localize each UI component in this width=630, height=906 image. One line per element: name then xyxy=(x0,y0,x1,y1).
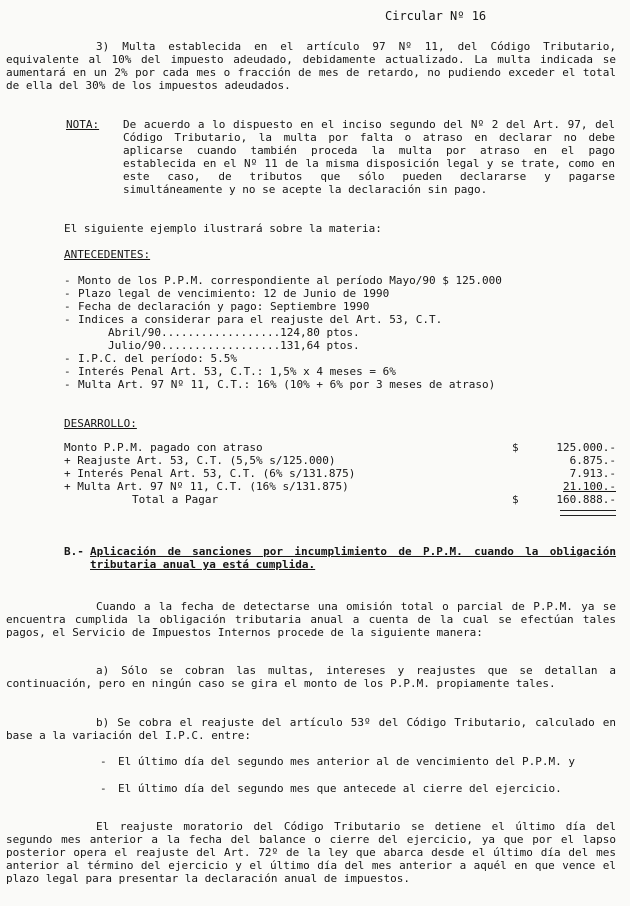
antecedente-item: - Multa Art. 97 Nº 11, C.T.: 16% (10% + 6% por 3 meses de atraso) xyxy=(64,378,496,391)
paragraph-b-intro: Cuando a la fecha de detectarse una omisión total o parcial de P.P.M. ya se encuentra cumplida la obligación tributaria anual a cuenta de la cual se efectúan tales pagos, el Servicio de Impuestos Internos procede de la siguiente manera: xyxy=(6,600,616,639)
antecedente-item: - Indices a considerar para el reajuste del Art. 53, C.T. xyxy=(64,313,443,326)
circular-header: Circular Nº 16 xyxy=(385,9,487,23)
desarrollo-title: DESARROLLO: xyxy=(64,417,137,430)
nota-text: De acuerdo a lo dispuesto en el inciso segundo del Nº 2 del Art. 97, del Código Tributario, la multa por falta o atraso en declarar no debe aplicarse cuando también proceda la multa por atraso en el pago establecida en el Nº 11 de la misma disposición legal y se trate, como en este caso, de tributos que sólo pueden declararse y pagarse simultáneamente y no se acepte la declaración sin pago. xyxy=(123,118,615,196)
paragraph-b-a: a) Sólo se cobran las multas, intereses y reajustes que se detallan a continuación, pero en ningún caso se gira el monto de los P.P.M. propiamente tales. xyxy=(6,664,616,690)
section-b-label: B.- xyxy=(64,545,84,558)
antecedente-item: Abril/90..................124,80 ptos. xyxy=(108,326,360,339)
nota-label: NOTA: xyxy=(66,118,100,131)
desarrollo-calculation xyxy=(64,441,616,519)
paragraph-b-b: b) Se cobra el reajuste del artículo 53º del Código Tributario, calculado en base a la variación del I.P.C. entre: xyxy=(6,716,616,742)
antecedente-item: - Monto de los P.P.M. correspondiente al período Mayo/90 $ 125.000 xyxy=(64,274,502,287)
calc-row: + Reajuste Art. 53, C.T. (5,5% s/125.000) 6.875.- xyxy=(64,454,616,467)
double-underline xyxy=(64,506,616,519)
calc-row: + Interés Penal Art. 53, C.T. (6% s/131.875) 7.913.- xyxy=(64,467,616,480)
antecedentes-title: ANTECEDENTES: xyxy=(64,248,151,261)
antecedente-item: Julio/90..................131,64 ptos. xyxy=(108,339,360,352)
calc-row: Monto P.P.M. pagado con atraso $ 125.000.- xyxy=(64,441,616,454)
paragraph-multa: 3) Multa establecida en el artículo 97 Nº 11, del Código Tributario, equivalente al 10% del impuesto adeudado, debidamente actualizado. La multa indicada se aumentará en un 2% por cada mes o fracción de mes de retardo, no pudiendo exceder el total de ella del 30% de los impuestos adeudados. xyxy=(6,40,616,92)
section-b-title: Aplicación de sanciones por incumplimiento de P.P.M. cuando la obligación tributaria anual ya está cumplida. xyxy=(90,545,616,571)
calc-row: + Multa Art. 97 Nº 11, C.T. (16% s/131.875) 21.100.- xyxy=(64,480,616,493)
antecedentes-list xyxy=(64,274,616,391)
document-page: Circular Nº 16 3) Multa establecida en el artículo 97 Nº 11, del Código Tributario, equivalente al 10% del impuesto adeudado, debidamente actualizado. La multa indicada se aumentará en un 2% por cada mes o fracción de mes de retardo, no pudiendo exceder el total de ella del 30% de los impuestos adeudados. NOTA: De acuerdo a lo dispuesto en el inciso segundo del Nº 2 del Art. 97, del Código Tributario, la multa por falta o atraso en declarar no debe aplicarse cuando también proceda la multa por atraso en el pago establecida en el Nº 11 de la misma disposición legal y se trate, como en este caso, de tributos que sólo pueden declararse y pagarse simultáneamente y no se acepte la declaración sin pago. El siguiente ejemplo ilustrará sobre la materia: ANTECEDENTES: - Monto de los P.P.M. correspondiente al período Mayo/90 $ 125.000 - Plazo legal de vencimiento: 12 de Junio de 1990 - Fecha de declaración y pago: Septiembre 1990 - Indices a considerar para el reajuste del Art. 53, C.T. Abril/90..................124,80 ptos. Julio/90..................131,64 ptos. - I.P.C. del período: 5.5% - Interés Penal Art. 53, C.T.: 1,5% x 4 meses = 6% - Multa Art. 97 Nº 11, C.T.: 16% (10% + 6% por 3 meses de atraso) DESARROLLO: Monto P.P.M. pagado con atraso $ 125.000.- + Reajuste Art. 53, C.T. (5,5% s/125.000) 6.875.- + Interés Penal Art. 53, C.T. (6% s/131.875) 7.913.- + Multa Art. 97 Nº 11, C.T. (16% s/131.875) 21.100.- Total a Pagar $ 160.888.- B.- Aplicación de sanciones por incumplimiento de P.P.M. cuando la obligación tributaria anual ya está cumplida. Cuando a la fecha de detectarse una omisión total o parcial de P.P.M. ya se encuentra cumplida la obligación tributaria anual a cuenta de la cual se efectúan tales pagos, el Servicio de Impuestos Internos procede de la siguiente manera: a) Sólo se cobran las multas, intereses y reajustes que se detallan a continuación, pero en ningún caso se gira el monto de los P.P.M. propiamente tales. b) Se cobra el reajuste del artículo 53º del Código Tributario, calculado en base a la variación del I.P.C. entre: - El último día del segundo mes anterior al de vencimiento del P.P.M. y - El último día del segundo mes que antecede al cierre del ejercicio. El reajuste moratorio del Código Tributario se detiene el último día del segundo mes anterior a la fecha del balance o cierre del ejercicio, ya que por el lapso posterior opera el reajuste del Art. 72º de la ley que abarca desde el último día del mes anterior al término del ejercicio y el último día del mes anterior a aquél en que vence el plazo legal para presentar la declaración anual de impuestos. xyxy=(6,9,616,885)
antecedente-item: - I.P.C. del período: 5.5% xyxy=(64,352,237,365)
paragraph-reajuste: El reajuste moratorio del Código Tributario se detiene el último día del segundo mes anterior a la fecha del balance o cierre del ejercicio, ya que por el lapso posterior opera el reajuste del Art. 72º de la ley que abarca desde el último día del mes anterior al término del ejercicio y el último día del mes anterior a aquél en que vence el plazo legal para presentar la declaración anual de impuestos. xyxy=(6,820,616,885)
antecedente-item: - Fecha de declaración y pago: Septiembre 1990 xyxy=(64,300,370,313)
calc-total-row: Total a Pagar $ 160.888.- xyxy=(132,493,616,506)
example-intro: El siguiente ejemplo ilustrará sobre la materia: xyxy=(64,222,382,235)
antecedente-item: - Plazo legal de vencimiento: 12 de Junio de 1990 xyxy=(64,287,390,300)
antecedente-item: - Interés Penal Art. 53, C.T.: 1,5% x 4 meses = 6% xyxy=(64,365,396,378)
